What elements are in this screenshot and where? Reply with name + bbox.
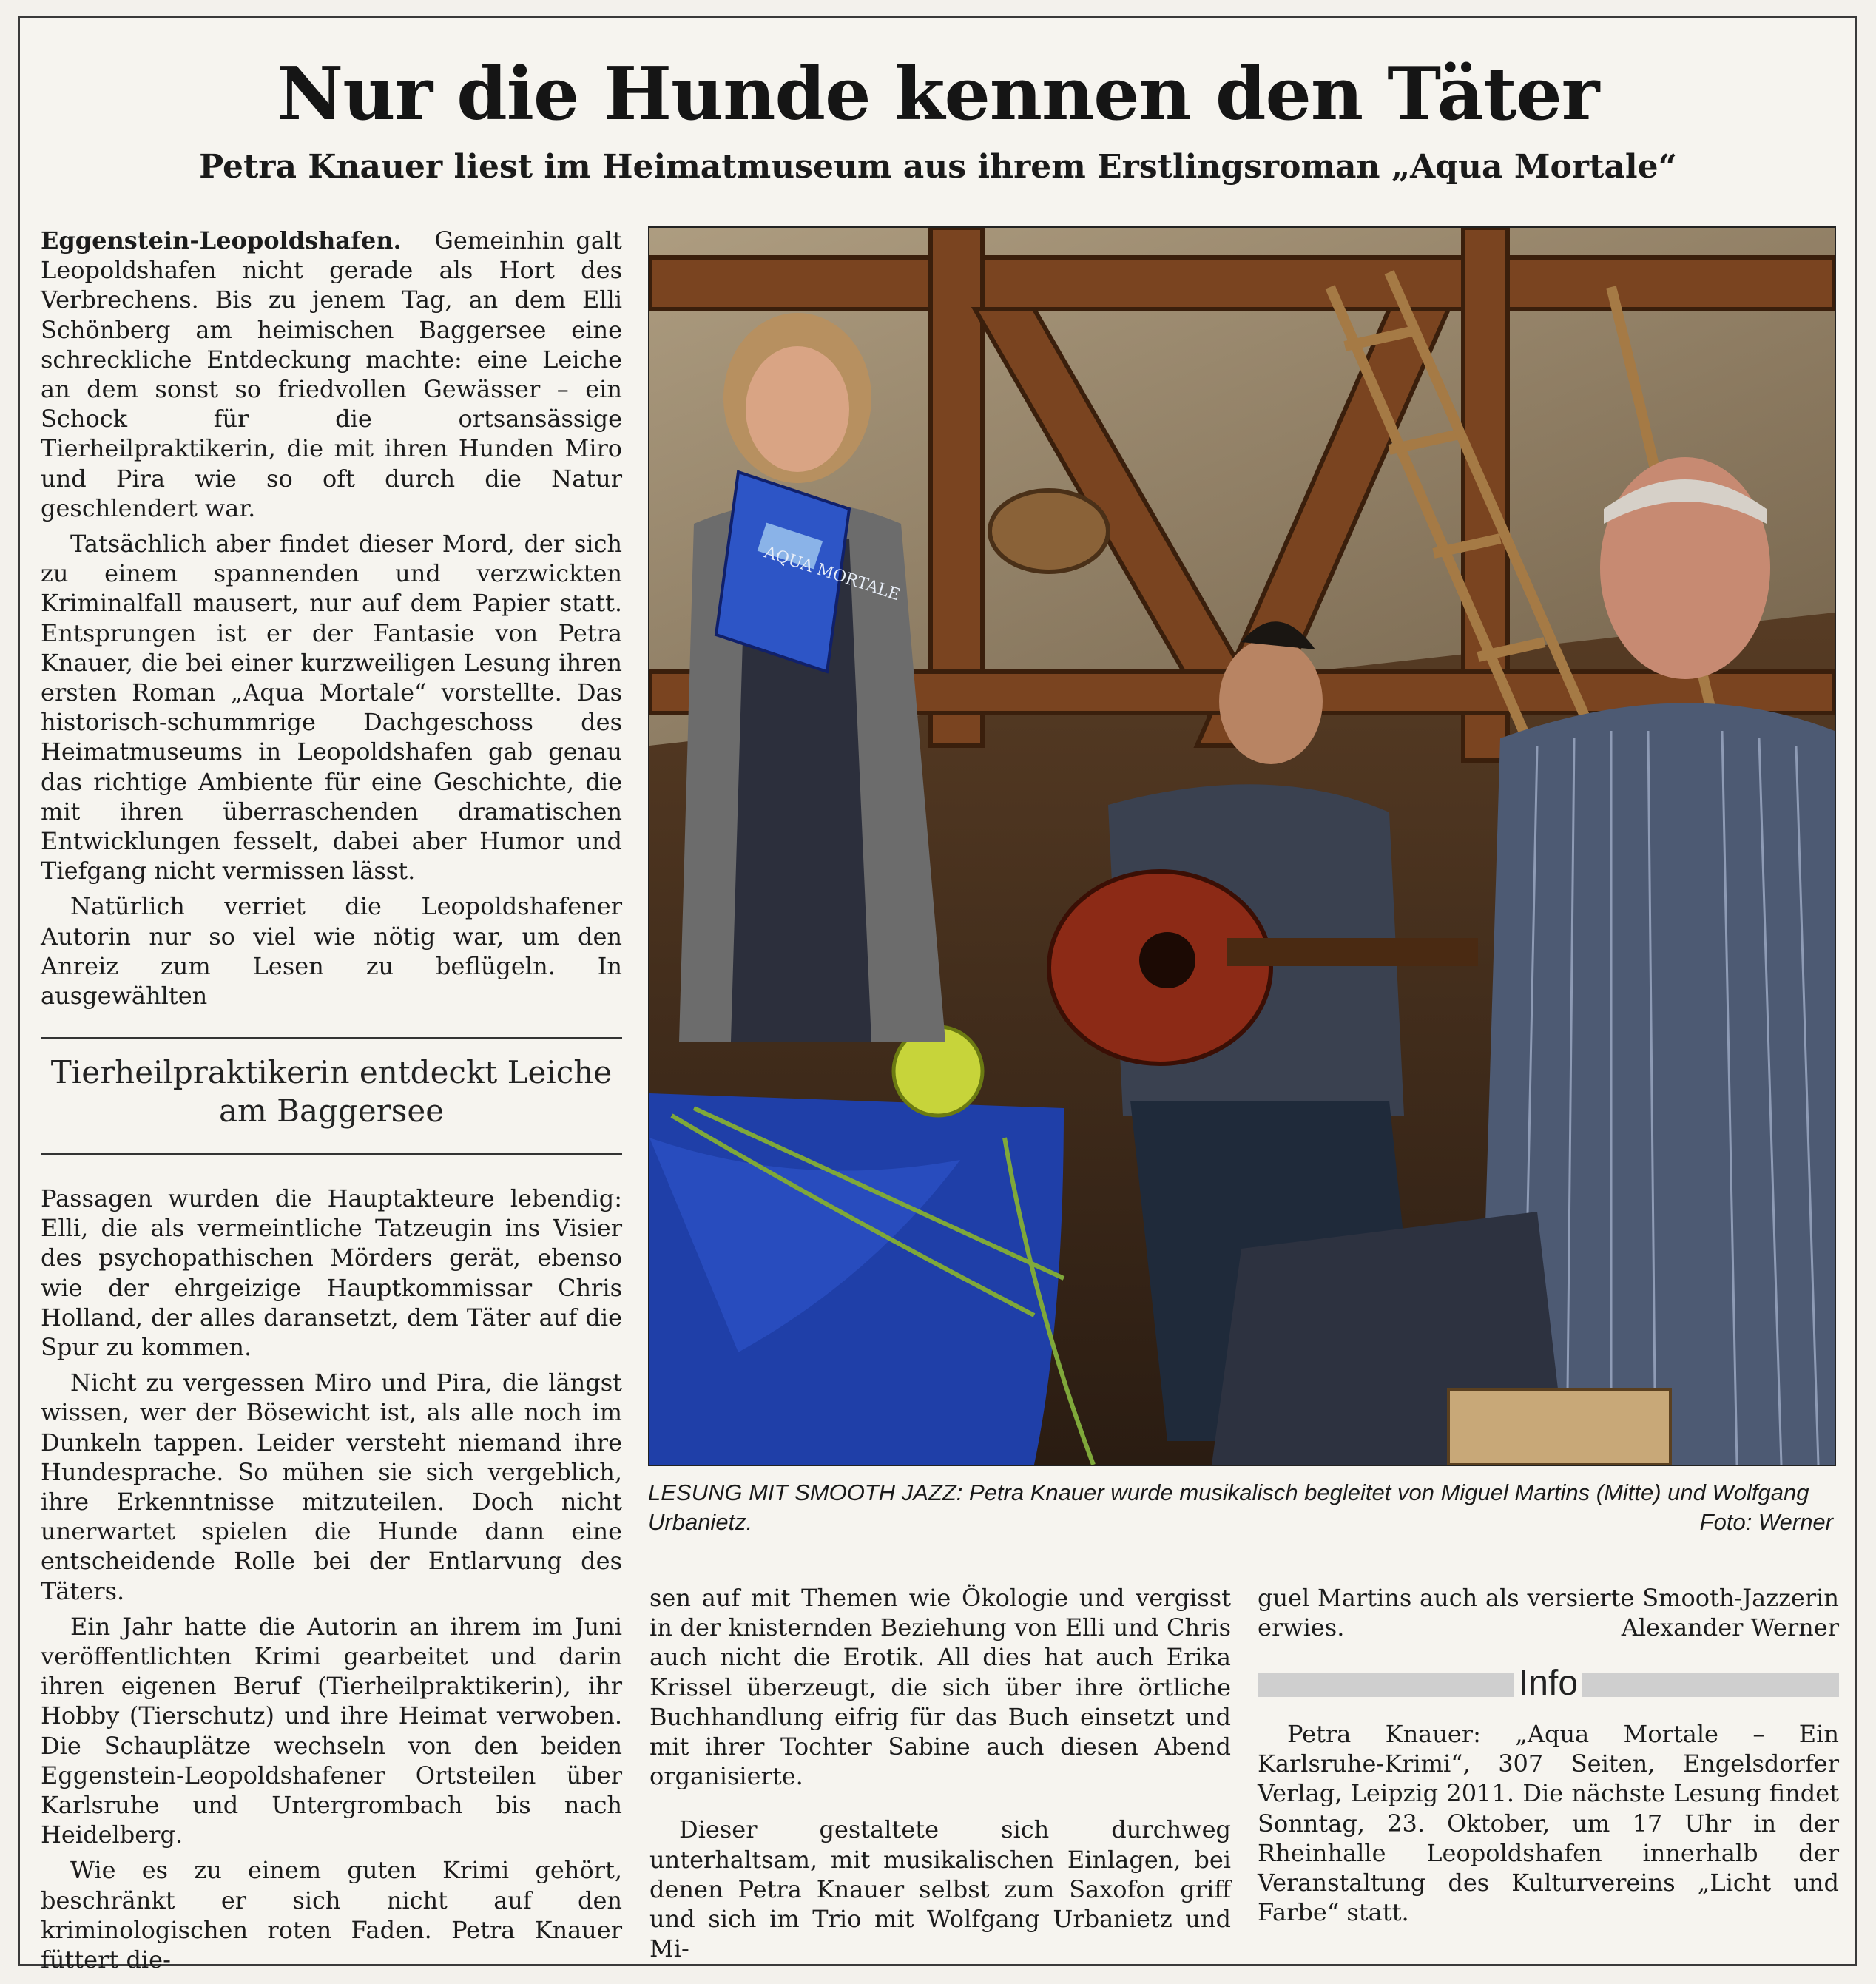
article-column-1 xyxy=(41,226,622,1016)
article-column-2 xyxy=(649,1583,1231,1969)
book-cover-title: AQUA MORTALE xyxy=(761,543,902,605)
caption-text: Petra Knauer wurde musikalisch begleitet von Miguel Martins (Mitte) und Wolfgang Urbanietz. xyxy=(648,1479,1809,1535)
paragraph: Natürlich verriet die Leopoldshafener Autorin nur so viel wie nötig war, um den Anreiz zum Lesen zu beflügeln. In ausgewählten xyxy=(41,892,622,1010)
caption-lead: LESUNG MIT SMOOTH JAZZ: xyxy=(648,1479,963,1505)
paragraph: Nicht zu vergessen Miro und Pira, die längst wissen, wer der Bösewicht ist, als alle noch im Dunkeln tappen. Leider versteht niemand ihre Hundesprache. So mühen sie sich vergeblich, ihre Erkenntnisse mitzuteilen. Doch nicht unerwartet spielen die Hunde dann eine entscheidende Rolle bei der Entlarvung des Täters. xyxy=(41,1369,622,1605)
paragraph: Gemeinhin galt Leopoldshafen nicht gerade als Hort des Verbrechens. Bis zu jenem Tag, an dem Elli Schönberg am heimischen Baggersee eine schreckliche Entdeckung machte: eine Leiche an dem sonst so friedvollen Gewässer – ein Schock für die ortsansässige Tierheilpraktikerin, die mit ihren Hunden Miro und Pira wie so oft durch die Natur geschlendert war. xyxy=(41,226,623,522)
paragraph: Wie es zu einem guten Krimi gehört, beschränkt er sich nicht auf den kriminologischen roten Faden. Petra Knauer füttert die- xyxy=(41,1856,622,1974)
paragraph: sen auf mit Themen wie Ökologie und vergisst in der knisternden Beziehung von Elli und Chris auch nicht die Erotik. All dies hat auch Erika Krissel überzeugt, die sich über ihre örtliche Buchhandlung eifrig für das Buch einsetzt und mit ihrer Tochter Sabine auch diesen Abend organisierte. xyxy=(649,1584,1231,1791)
article-column-1-continued xyxy=(41,1184,622,1980)
photo-caption xyxy=(648,1478,1836,1537)
lead-paragraph xyxy=(41,226,622,523)
article-column-3 xyxy=(1258,1583,1839,1643)
paragraph: Passagen wurden die Hauptakteure lebendig: Elli, die als vermeintliche Tatzeugin ins Visier des psychopathischen Mörders gerät, ebenso wie der ehrgeizige Hauptkommissar Chris Holland, der alles daransetzt, dem Täter auf die Spur zu kommen. xyxy=(41,1184,622,1362)
divider xyxy=(41,1153,622,1155)
divider xyxy=(41,1037,622,1039)
info-title-text: Info xyxy=(1514,1664,1582,1703)
paragraph: guel Martins auch als versierte Smooth-Jazzerin erwies. xyxy=(1258,1584,1839,1642)
author: Alexander Werner xyxy=(1621,1613,1839,1642)
paragraph: Ein Jahr hatte die Autorin an ihrem im Juni veröffentlichten Krimi gearbeitet und darin ihren eigenen Beruf (Tierheilpraktikerin), ihr Hobby (Tierschutz) und ihre Heimat verwoben. Die Schauplätze wechseln von den beiden Eggenstein-Leopoldshafener Ortsteilen über Karlsruhe und Untergrombach bis nach Heidelberg. xyxy=(41,1612,622,1849)
headline: Nur die Hunde kennen den Täter xyxy=(277,52,1599,137)
paragraph: Dieser gestaltete sich durchweg unterhaltsam, mit musikalischen Einlagen, bei denen Petra Knauer selbst zum Saxofon griff und sich im Trio mit Wolfgang Urbanietz und Mi- xyxy=(649,1815,1231,1963)
paragraph: Tatsächlich aber findet dieser Mord, der sich zu einem spannenden und verzwickten Kriminalfall mausert, nur auf dem Papier statt. Entsprungen ist er der Fantasie von Petra Knauer, die bei einer kurzweiligen Lesung ihren ersten Roman „Aqua Mortale“ vorstellte. Das historisch-schummrige Dachgeschoss des Heimatmuseums in Leopoldshafen gab genau das richtige Ambiente für eine Geschichte, die mit ihren überraschenden dramatischen Entwicklungen fesselt, dabei aber Humor und Tiefgang nicht vermissen lässt. xyxy=(41,530,622,885)
dateline: Eggenstein-Leopoldshafen. xyxy=(41,226,402,254)
photo-credit: Foto: Werner xyxy=(1699,1509,1833,1535)
info-text: Petra Knauer: „Aqua Mortale – Ein Karlsruhe-Krimi“, 307 Seiten, Engelsdorfer Verlag, Leipzig 2011. Die nächste Lesung findet Sonntag, 23. Oktober, um 17 Uhr in der Rheinhalle Leopoldshafen innerhalb der Veranstaltung des Kulturvereins „Licht und Farbe“ statt. xyxy=(1258,1720,1839,1927)
article-photo xyxy=(648,226,1836,1466)
subheadline: Petra Knauer liest im Heimatmuseum aus ihrem Erstlingsroman „Aqua Mortale“ xyxy=(199,148,1677,186)
crosshead: Tierheilpraktikerin entdeckt Leiche am Baggersee xyxy=(50,1054,613,1129)
info-box xyxy=(1258,1719,1839,1933)
info-box-title xyxy=(1258,1661,1839,1706)
